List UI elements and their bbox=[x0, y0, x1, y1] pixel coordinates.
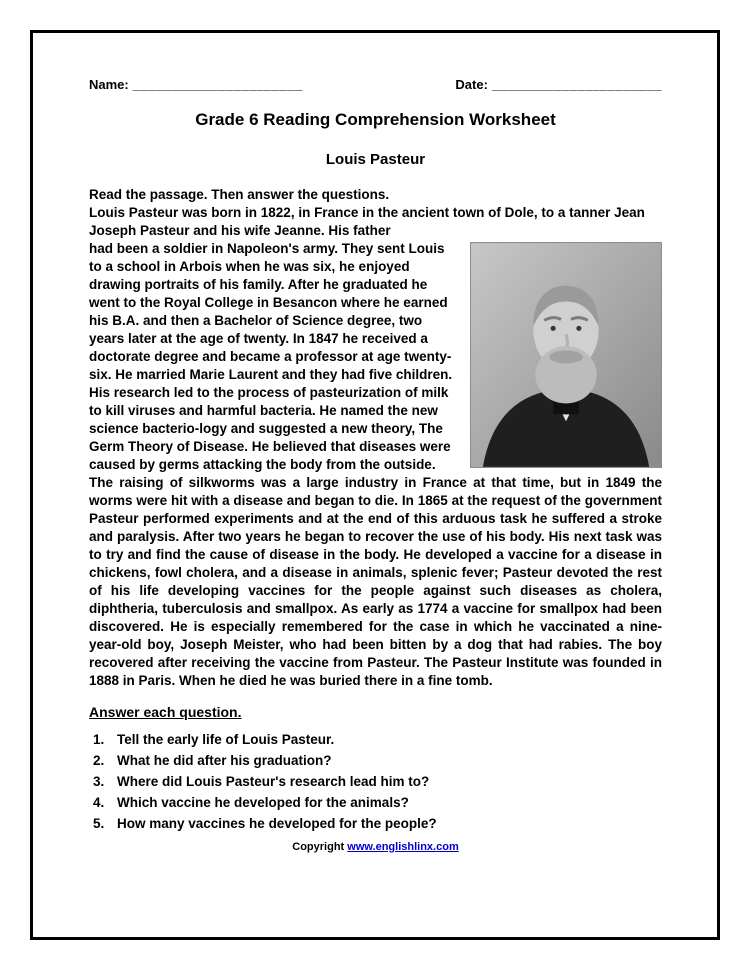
name-blank-line: ______________________ bbox=[132, 77, 303, 92]
passage-part2: had been a soldier in Napoleon's army. They sent Louis to a school in Arbois when he was six, he enjoyed drawing portraits of his family. After he graduated he went to the Royal College in Besancon where he earned his B.A. and then a Bachelor of Science degree, two years later at the age of twenty. In 1847 he received a doctorate degree and became a professor at age twenty-six. He married Marie Laurent and they had five children. His research led to the process of pasteurization of milk to kill viruses and harmful bacteria. He named the new science bacterio-logy and suggested a new theory, The Germ Theory of Disease. He believed that diseases were caused by germs attacking the body from the outside. bbox=[89, 241, 453, 472]
question-text: How many vaccines he developed for the people? bbox=[117, 816, 437, 831]
passage-title: Louis Pasteur bbox=[325, 151, 426, 168]
question-number: 4. bbox=[93, 795, 105, 810]
date-label: Date: bbox=[455, 77, 488, 92]
passage-part3: The raising of silkworms was a large industry in France at that time, but in 1849 the worms were hit with a disease and began to die. In 1865 at the request of the government Pasteur performed experiments and at the end of this arduous task he suffered a stroke and paralysis. After two years he began to recover the use of his body. His next task was to try and find the cause of disease in the body. He developed a vaccine for a disease in chickens, fowl cholera, and a disease in animals, splenic fever; Pasteur devoted the rest of his life developing vaccines for the people against such diseases as cholera, diphtheria, tuberculosis and smallpox. As early as 1774 a vaccine for smallpox had been discovered. He is especially remembered for the case in which he vaccinated a nine-year-old boy, Joseph Meister, who had been bitten by a dog that had rabies. The boy recovered after receiving the vaccine from Pasteur. The Pasteur Institute was founded in 1888 in Paris. When he died he was buried there in a fine tomb. bbox=[89, 475, 662, 688]
question-number: 1. bbox=[93, 732, 105, 747]
question-item bbox=[93, 814, 662, 833]
question-text: Tell the early life of Louis Pasteur. bbox=[117, 732, 335, 747]
question-item bbox=[93, 730, 662, 749]
passage-part1: Louis Pasteur was born in 1822, in France in the ancient town of Dole, to a tanner Jean Joseph Pasteur and his wife Jeanne. His father bbox=[89, 205, 645, 238]
worksheet-title: Grade 6 Reading Comprehension Worksheet bbox=[195, 110, 556, 129]
name-label: Name: bbox=[89, 77, 129, 92]
question-item bbox=[93, 793, 662, 812]
question-number: 3. bbox=[93, 774, 105, 789]
page-frame bbox=[30, 30, 720, 940]
englishlinx-link[interactable]: www.englishlinx.com bbox=[347, 841, 459, 853]
question-text: Which vaccine he developed for the animals? bbox=[117, 795, 409, 810]
question-number: 5. bbox=[93, 816, 105, 831]
instruction-text: Read the passage. Then answer the questions. bbox=[89, 187, 390, 202]
question-item bbox=[93, 772, 662, 791]
question-number: 2. bbox=[93, 753, 105, 768]
name-field bbox=[89, 77, 303, 92]
louis-pasteur-portrait-photo bbox=[470, 242, 662, 468]
portrait-image bbox=[471, 243, 661, 467]
questions-list bbox=[89, 730, 662, 833]
date-blank-line: ______________________ bbox=[491, 77, 662, 92]
passage-wrap-section bbox=[89, 240, 662, 690]
copyright-label: Copyright bbox=[292, 841, 345, 853]
question-item bbox=[93, 751, 662, 770]
questions-heading: Answer each question. bbox=[89, 704, 242, 720]
date-field bbox=[455, 77, 662, 92]
question-text: Where did Louis Pasteur's research lead him to? bbox=[117, 774, 430, 789]
copyright-row bbox=[89, 841, 662, 853]
question-text: What he did after his graduation? bbox=[117, 753, 332, 768]
name-date-row bbox=[89, 77, 662, 92]
